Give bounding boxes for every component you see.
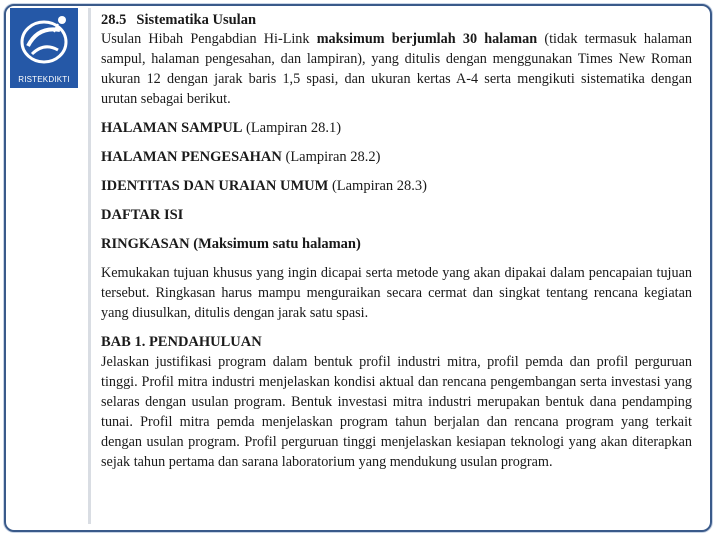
- section-heading: [101, 11, 692, 29]
- section-number: 28.5: [101, 12, 127, 28]
- item-halaman-sampul: [101, 118, 692, 138]
- ringkasan-body: Kemukakan tujuan khusus yang ingin dicapai serta metode yang akan dipakai dalam pencapaian tujuan tersebut. Ringkasan harus mampu menguraikan secara cermat dan singkat tentang rencana kegiatan yang diusulkan, ditulis dengan jarak satu spasi.: [101, 265, 692, 321]
- intro-suffix: (tidak termasuk halaman sampul, halaman pengesahan, dan lampiran), yang ditulis dengan menggunakan Times New Roman ukuran 12 dengan jarak baris 1,5 spasi, dan ukuran kertas A-4 serta mengikuti sistematika dengan urutan sebagai berikut.: [101, 31, 692, 107]
- ristekdikti-emblem-icon: [14, 12, 74, 70]
- section-title: Sistematika Usulan: [136, 12, 257, 28]
- intro-prefix: Usulan Hibah Pengabdian Hi-Link: [101, 31, 317, 47]
- intro-bold: maksimum berjumlah 30 halaman: [316, 31, 538, 47]
- logo-text: RISTEKDIKTI: [18, 75, 70, 84]
- item-label: DAFTAR ISI: [101, 207, 184, 223]
- item-ref: (Lampiran 28.2): [281, 149, 381, 165]
- item-label: HALAMAN PENGESAHAN: [101, 149, 282, 165]
- item-daftar-isi: [101, 205, 692, 225]
- item-halaman-pengesahan: [101, 147, 692, 167]
- bab1-body: Jelaskan justifikasi program dalam bentuk profil industri mitra, profil pemda dan profil perguruan tinggi. Profil mitra industri menjelaskan kondisi aktual dan rencana pengembangan serta investasi yang selaras dengan usulan program. Bentuk investasi mitra industri merupakan bentuk dana pendamping tunai. Profil mitra pemda menjelaskan program tahun berjalan dan rencana program yang terkait dengan usulan program. Profil perguruan tinggi menjelaskan kesiapan teknologi yang akan diterapkan sejak tahun pertama dan sarana laboratorium yang mendukung usulan program.: [101, 354, 692, 470]
- item-identitas: [101, 176, 692, 196]
- item-ref: (Lampiran 28.3): [328, 178, 427, 194]
- item-label: BAB 1. PENDAHULUAN: [101, 334, 262, 350]
- intro-paragraph: [101, 29, 692, 109]
- item-label: IDENTITAS DAN URAIAN UMUM: [101, 178, 329, 194]
- item-label: HALAMAN SAMPUL: [101, 120, 243, 136]
- item-ringkasan: [101, 234, 692, 254]
- item-bab1: [101, 332, 692, 352]
- document-page: [88, 8, 702, 524]
- ristekdikti-logo: [10, 8, 78, 88]
- item-label: RINGKASAN (Maksimum satu halaman): [101, 236, 361, 252]
- item-ref: (Lampiran 28.1): [242, 120, 342, 136]
